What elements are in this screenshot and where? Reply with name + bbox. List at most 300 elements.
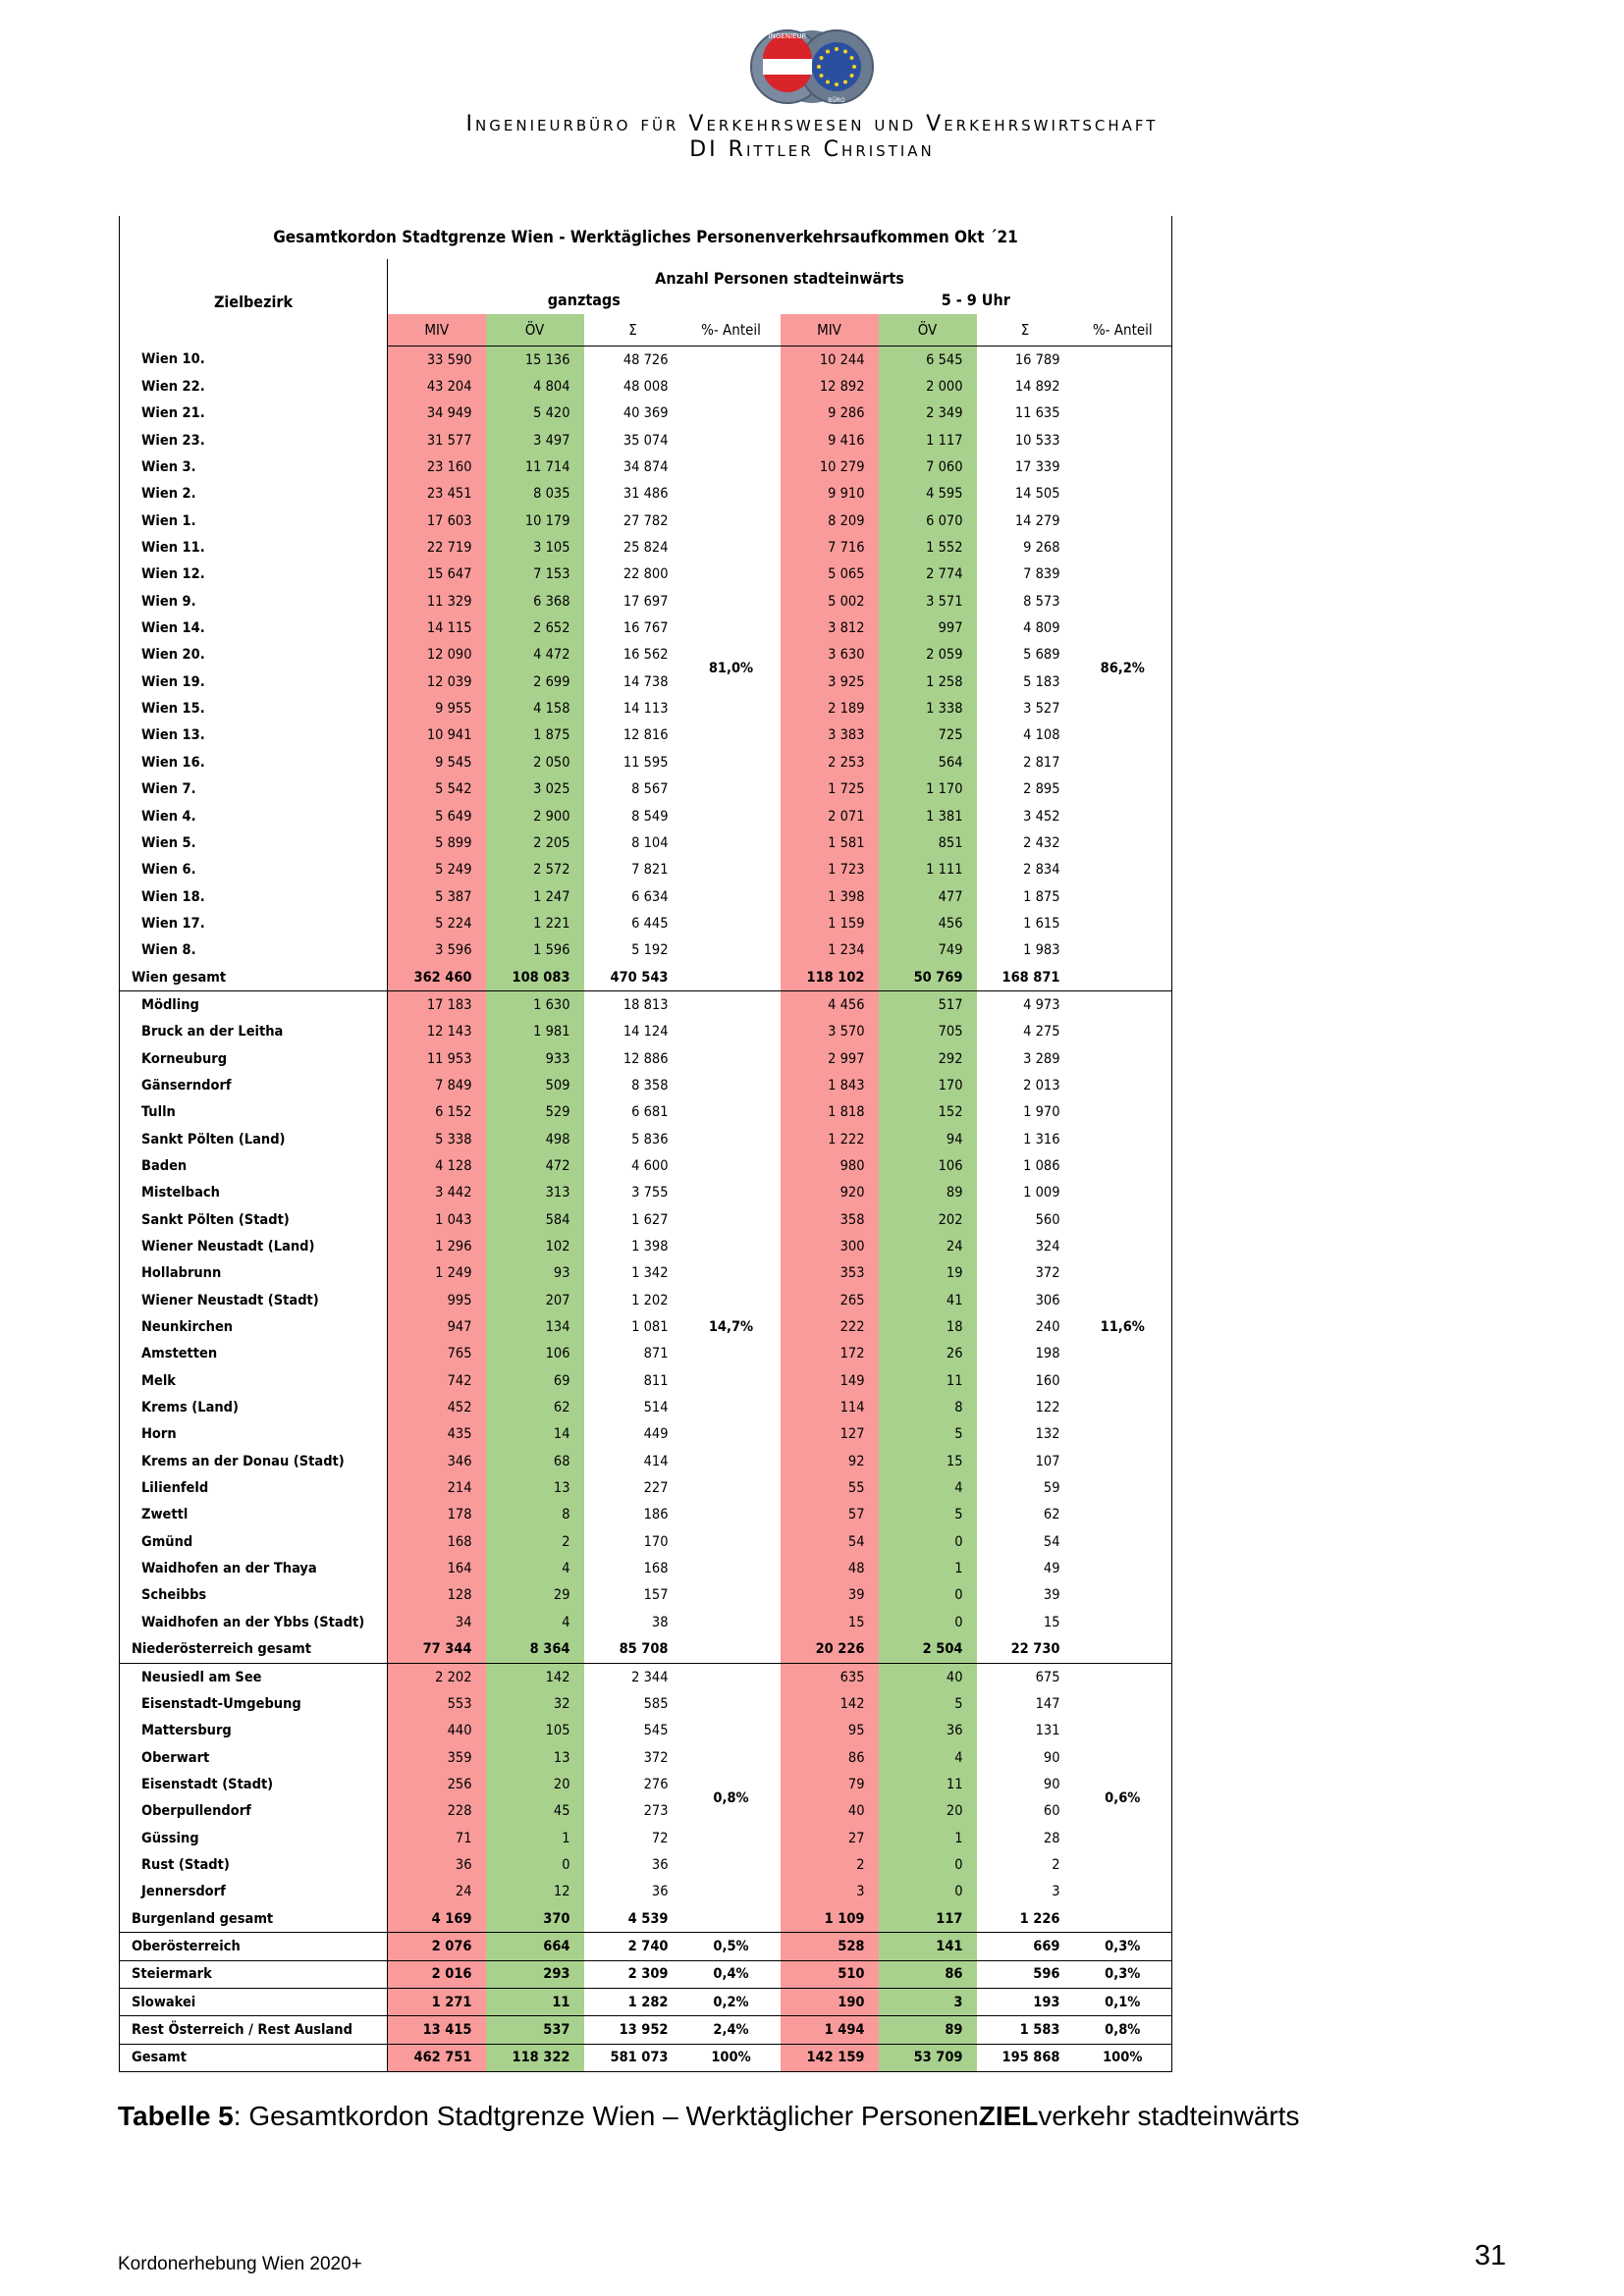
value-cell: 4 <box>879 1744 977 1771</box>
total-cell: 4 539 <box>584 1905 682 1933</box>
summary-cell: 2 016 <box>388 1960 486 1988</box>
value-cell: 2 205 <box>486 829 584 856</box>
value-cell: 1 398 <box>781 883 879 910</box>
column-header: Σ <box>977 314 1074 347</box>
value-cell: 90 <box>977 1744 1074 1771</box>
value-cell: 456 <box>879 910 977 936</box>
value-cell: 1 111 <box>879 857 977 883</box>
value-cell: 3 442 <box>388 1180 486 1206</box>
value-cell: 0 <box>879 1528 977 1555</box>
summary-cell: 1 583 <box>977 2016 1074 2044</box>
share-cell: 0,2% <box>682 1988 781 2015</box>
value-cell: 26 <box>879 1341 977 1367</box>
value-cell: 1 221 <box>486 910 584 936</box>
value-cell: 170 <box>584 1528 682 1555</box>
table-row <box>120 722 1172 749</box>
value-cell: 3 289 <box>977 1045 1074 1072</box>
share-cell: 0,3% <box>1074 1960 1172 1988</box>
value-cell: 214 <box>388 1474 486 1501</box>
value-cell: 15 136 <box>486 347 584 374</box>
value-cell: 240 <box>977 1313 1074 1340</box>
share-cell: 0,8% <box>682 1663 781 1932</box>
table-title-row <box>120 216 1172 259</box>
value-cell: 24 <box>388 1879 486 1905</box>
value-cell: 9 268 <box>977 534 1074 561</box>
caption-bold: ZIEL <box>978 2101 1039 2131</box>
row-label: Mattersburg <box>120 1718 388 1744</box>
value-cell: 22 800 <box>584 561 682 588</box>
value-cell: 15 <box>781 1609 879 1635</box>
value-cell: 10 279 <box>781 454 879 480</box>
value-cell: 31 577 <box>388 427 486 454</box>
value-cell: 8 549 <box>584 803 682 829</box>
value-cell: 4 <box>486 1555 584 1581</box>
value-cell: 346 <box>388 1448 486 1474</box>
summary-cell: 669 <box>977 1933 1074 1960</box>
summary-label: Gesamt <box>120 2044 388 2071</box>
value-cell: 149 <box>781 1367 879 1394</box>
value-cell: 2 652 <box>486 614 584 641</box>
footer-page-number: 31 <box>1474 2240 1506 2271</box>
row-label: Wien 16. <box>120 749 388 775</box>
summary-cell: 462 751 <box>388 2044 486 2071</box>
row-label: Bruck an der Leitha <box>120 1019 388 1045</box>
row-label: Wien 23. <box>120 427 388 454</box>
share-cell: 11,6% <box>1074 991 1172 1664</box>
value-cell: 32 <box>486 1690 584 1717</box>
value-cell: 49 <box>977 1555 1074 1581</box>
row-label: Wien 10. <box>120 347 388 374</box>
value-cell: 40 <box>781 1798 879 1825</box>
row-label: Mistelbach <box>120 1180 388 1206</box>
value-cell: 4 809 <box>977 614 1074 641</box>
value-cell: 19 <box>879 1260 977 1287</box>
value-cell: 1 <box>879 1825 977 1851</box>
row-label: Wiener Neustadt (Land) <box>120 1233 388 1259</box>
column-header: Σ <box>584 314 682 347</box>
summary-cell: 142 159 <box>781 2044 879 2071</box>
table-row <box>120 1879 1172 1905</box>
value-cell: 11 953 <box>388 1045 486 1072</box>
value-cell: 18 813 <box>584 991 682 1019</box>
value-cell: 2 774 <box>879 561 977 588</box>
value-cell: 62 <box>486 1394 584 1420</box>
value-cell: 6 445 <box>584 910 682 936</box>
row-label: Wien 3. <box>120 454 388 480</box>
caption-text-pre: : Gesamtkordon Stadtgrenze Wien – Werktäglicher Personen <box>233 2101 979 2131</box>
value-cell: 79 <box>781 1771 879 1797</box>
summary-cell: 2 309 <box>584 1960 682 1988</box>
value-cell: 12 886 <box>584 1045 682 1072</box>
value-cell: 675 <box>977 1663 1074 1690</box>
table-row <box>120 668 1172 695</box>
value-cell: 23 160 <box>388 454 486 480</box>
value-cell: 2 432 <box>977 829 1074 856</box>
value-cell: 29 <box>486 1582 584 1609</box>
logo-ring-text: INGENIEUR <box>768 32 807 40</box>
value-cell: 1 552 <box>879 534 977 561</box>
value-cell: 3 755 <box>584 1180 682 1206</box>
value-cell: 86 <box>781 1744 879 1771</box>
total-cell: 470 543 <box>584 964 682 991</box>
value-cell: 33 590 <box>388 347 486 374</box>
value-cell: 2 000 <box>879 373 977 400</box>
row-label: Melk <box>120 1367 388 1394</box>
value-cell: 1 725 <box>781 776 879 803</box>
value-cell: 256 <box>388 1771 486 1797</box>
share-cell: 0,4% <box>682 1960 781 1988</box>
value-cell: 14 113 <box>584 695 682 721</box>
value-cell: 15 <box>879 1448 977 1474</box>
value-cell: 9 910 <box>781 481 879 507</box>
summary-cell: 3 <box>879 1988 977 2015</box>
value-cell: 9 416 <box>781 427 879 454</box>
total-cell: 118 102 <box>781 964 879 991</box>
value-cell: 5 002 <box>781 588 879 614</box>
value-cell: 635 <box>781 1663 879 1690</box>
value-cell: 107 <box>977 1448 1074 1474</box>
value-cell: 142 <box>781 1690 879 1717</box>
value-cell: 2 <box>781 1851 879 1878</box>
value-cell: 7 839 <box>977 561 1074 588</box>
value-cell: 2 189 <box>781 695 879 721</box>
value-cell: 1 081 <box>584 1313 682 1340</box>
value-cell: 127 <box>781 1421 879 1448</box>
value-cell: 11 595 <box>584 749 682 775</box>
value-cell: 0 <box>879 1879 977 1905</box>
value-cell: 7 849 <box>388 1072 486 1098</box>
value-cell: 38 <box>584 1609 682 1635</box>
share-cell: 81,0% <box>682 347 781 991</box>
value-cell: 14 892 <box>977 373 1074 400</box>
row-label: Wien 17. <box>120 910 388 936</box>
table-total-row <box>120 1636 1172 1664</box>
row-label: Baden <box>120 1152 388 1179</box>
value-cell: 170 <box>879 1072 977 1098</box>
table-row <box>120 534 1172 561</box>
value-cell: 2 <box>486 1528 584 1555</box>
table-row <box>120 749 1172 775</box>
table-row <box>120 1744 1172 1771</box>
summary-cell: 118 322 <box>486 2044 584 2071</box>
table-row <box>120 695 1172 721</box>
value-cell: 131 <box>977 1718 1074 1744</box>
row-label: Wien 2. <box>120 481 388 507</box>
value-cell: 4 595 <box>879 481 977 507</box>
table-summary-row <box>120 1933 1172 1960</box>
value-cell: 60 <box>977 1798 1074 1825</box>
column-header: %- Anteil <box>1074 314 1172 347</box>
value-cell: 16 767 <box>584 614 682 641</box>
table-row <box>120 1341 1172 1367</box>
value-cell: 509 <box>486 1072 584 1098</box>
total-cell: 22 730 <box>977 1636 1074 1664</box>
table-row <box>120 561 1172 588</box>
row-label: Hollabrunn <box>120 1260 388 1287</box>
value-cell: 1 202 <box>584 1287 682 1313</box>
row-label: Rust (Stadt) <box>120 1851 388 1878</box>
table-row <box>120 1825 1172 1851</box>
value-cell: 12 <box>486 1879 584 1905</box>
summary-cell: 528 <box>781 1933 879 1960</box>
value-cell: 12 143 <box>388 1019 486 1045</box>
value-cell: 152 <box>879 1099 977 1126</box>
row-label: Zwettl <box>120 1502 388 1528</box>
summary-label: Oberösterreich <box>120 1933 388 1960</box>
table-row <box>120 1045 1172 1072</box>
table-row <box>120 481 1172 507</box>
value-cell: 1 875 <box>486 722 584 749</box>
value-cell: 15 647 <box>388 561 486 588</box>
value-cell: 128 <box>388 1582 486 1609</box>
table-row <box>120 614 1172 641</box>
share-cell: 2,4% <box>682 2016 781 2044</box>
row-label: Wien 5. <box>120 829 388 856</box>
table-row <box>120 1555 1172 1581</box>
value-cell: 142 <box>486 1663 584 1690</box>
row-label: Wien 6. <box>120 857 388 883</box>
traffic-table <box>119 216 1172 2072</box>
value-cell: 8 358 <box>584 1072 682 1098</box>
value-cell: 477 <box>879 883 977 910</box>
value-cell: 4 472 <box>486 642 584 668</box>
value-cell: 1 338 <box>879 695 977 721</box>
value-cell: 947 <box>388 1313 486 1340</box>
value-cell: 10 533 <box>977 427 1074 454</box>
row-label: Wien 4. <box>120 803 388 829</box>
value-cell: 39 <box>781 1582 879 1609</box>
row-label: Krems (Land) <box>120 1394 388 1420</box>
value-cell: 28 <box>977 1825 1074 1851</box>
ganztags-header: ganztags <box>547 291 621 309</box>
header-line-2: DI Rittler Christian <box>689 137 935 162</box>
value-cell: 6 634 <box>584 883 682 910</box>
value-cell: 95 <box>781 1718 879 1744</box>
summary-label: Slowakei <box>120 1988 388 2015</box>
value-cell: 3 571 <box>879 588 977 614</box>
value-cell: 134 <box>486 1313 584 1340</box>
value-cell: 13 <box>486 1744 584 1771</box>
value-cell: 7 821 <box>584 857 682 883</box>
row-label: Waidhofen an der Ybbs (Stadt) <box>120 1609 388 1635</box>
summary-cell: 581 073 <box>584 2044 682 2071</box>
value-cell: 514 <box>584 1394 682 1420</box>
row-label: Neusiedl am See <box>120 1663 388 1690</box>
value-cell: 0 <box>879 1582 977 1609</box>
table-row <box>120 1851 1172 1878</box>
caption-label: Tabelle 5 <box>118 2101 234 2131</box>
table-row <box>120 373 1172 400</box>
value-cell: 5 <box>879 1502 977 1528</box>
value-cell: 13 <box>486 1474 584 1501</box>
value-cell: 5 <box>879 1690 977 1717</box>
summary-cell: 190 <box>781 1988 879 2015</box>
value-cell: 1 970 <box>977 1099 1074 1126</box>
morning-header: 5 - 9 Uhr <box>781 287 1172 314</box>
value-cell: 1 398 <box>584 1233 682 1259</box>
table-row <box>120 1690 1172 1717</box>
table-row <box>120 776 1172 803</box>
summary-cell: 293 <box>486 1960 584 1988</box>
value-cell: 43 204 <box>388 373 486 400</box>
value-cell: 36 <box>584 1851 682 1878</box>
value-cell: 560 <box>977 1206 1074 1233</box>
value-cell: 5 249 <box>388 857 486 883</box>
value-cell: 93 <box>486 1260 584 1287</box>
value-cell: 6 681 <box>584 1099 682 1126</box>
value-cell: 59 <box>977 1474 1074 1501</box>
value-cell: 8 573 <box>977 588 1074 614</box>
value-cell: 1 723 <box>781 857 879 883</box>
value-cell: 5 420 <box>486 400 584 427</box>
value-cell: 8 567 <box>584 776 682 803</box>
row-label: Neunkirchen <box>120 1313 388 1340</box>
value-cell: 12 892 <box>781 373 879 400</box>
value-cell: 1 <box>486 1825 584 1851</box>
value-cell: 765 <box>388 1341 486 1367</box>
value-cell: 14 279 <box>977 507 1074 534</box>
value-cell: 1 843 <box>781 1072 879 1098</box>
share-cell: 100% <box>1074 2044 1172 2071</box>
value-cell: 3 452 <box>977 803 1074 829</box>
table-row <box>120 1609 1172 1635</box>
logo-bottom-text: BÜRO <box>828 97 845 104</box>
value-cell: 11 329 <box>388 588 486 614</box>
value-cell: 8 <box>879 1394 977 1420</box>
summary-cell: 13 952 <box>584 2016 682 2044</box>
value-cell: 5 542 <box>388 776 486 803</box>
value-cell: 372 <box>584 1744 682 1771</box>
table-row <box>120 1663 1172 1690</box>
value-cell: 164 <box>388 1555 486 1581</box>
traffic-table-container <box>119 216 1171 2072</box>
table-summary-row <box>120 1960 1172 1988</box>
value-cell: 2 <box>977 1851 1074 1878</box>
value-cell: 48 <box>781 1555 879 1581</box>
row-label: Jennersdorf <box>120 1879 388 1905</box>
value-cell: 62 <box>977 1502 1074 1528</box>
value-cell: 186 <box>584 1502 682 1528</box>
value-cell: 452 <box>388 1394 486 1420</box>
value-cell: 980 <box>781 1152 879 1179</box>
value-cell: 45 <box>486 1798 584 1825</box>
summary-cell: 2 740 <box>584 1933 682 1960</box>
table-row <box>120 1528 1172 1555</box>
value-cell: 54 <box>977 1528 1074 1555</box>
value-cell: 4 <box>486 1609 584 1635</box>
row-label: Wien 22. <box>120 373 388 400</box>
caption-text-post: verkehr stadteinwärts <box>1038 2101 1300 2131</box>
share-cell: 0,8% <box>1074 2016 1172 2044</box>
value-cell: 36 <box>879 1718 977 1744</box>
value-cell: 48 726 <box>584 347 682 374</box>
value-cell: 414 <box>584 1448 682 1474</box>
total-cell: 108 083 <box>486 964 584 991</box>
table-row <box>120 1206 1172 1233</box>
value-cell: 147 <box>977 1690 1074 1717</box>
total-cell: 4 169 <box>388 1905 486 1933</box>
summary-cell: 141 <box>879 1933 977 1960</box>
value-cell: 725 <box>879 722 977 749</box>
value-cell: 1 818 <box>781 1099 879 1126</box>
value-cell: 1 381 <box>879 803 977 829</box>
value-cell: 1 234 <box>781 937 879 964</box>
value-cell: 34 874 <box>584 454 682 480</box>
table-row <box>120 1582 1172 1609</box>
table-row <box>120 1099 1172 1126</box>
value-cell: 14 738 <box>584 668 682 695</box>
column-header: MIV <box>388 314 486 347</box>
value-cell: 106 <box>879 1152 977 1179</box>
value-cell: 102 <box>486 1233 584 1259</box>
total-cell: 168 871 <box>977 964 1074 991</box>
total-label: Niederösterreich gesamt <box>120 1636 388 1664</box>
value-cell: 94 <box>879 1126 977 1152</box>
value-cell: 14 <box>486 1421 584 1448</box>
row-label: Lilienfeld <box>120 1474 388 1501</box>
summary-cell: 1 282 <box>584 1988 682 2015</box>
row-label: Wien 21. <box>120 400 388 427</box>
value-cell: 1 983 <box>977 937 1074 964</box>
table-row <box>120 1798 1172 1825</box>
value-cell: 4 <box>879 1474 977 1501</box>
value-cell: 8 035 <box>486 481 584 507</box>
value-cell: 17 603 <box>388 507 486 534</box>
value-cell: 17 697 <box>584 588 682 614</box>
value-cell: 8 <box>486 1502 584 1528</box>
value-cell: 8 209 <box>781 507 879 534</box>
value-cell: 4 456 <box>781 991 879 1019</box>
value-cell: 11 635 <box>977 400 1074 427</box>
value-cell: 5 899 <box>388 829 486 856</box>
value-cell: 292 <box>879 1045 977 1072</box>
row-label: Eisenstadt-Umgebung <box>120 1690 388 1717</box>
row-label: Sankt Pölten (Stadt) <box>120 1206 388 1233</box>
share-cell: 100% <box>682 2044 781 2071</box>
value-cell: 2 349 <box>879 400 977 427</box>
value-cell: 207 <box>486 1287 584 1313</box>
value-cell: 11 <box>879 1367 977 1394</box>
value-cell: 11 714 <box>486 454 584 480</box>
value-cell: 3 383 <box>781 722 879 749</box>
value-cell: 585 <box>584 1690 682 1717</box>
value-cell: 72 <box>584 1825 682 1851</box>
value-cell: 2 817 <box>977 749 1074 775</box>
value-cell: 0 <box>879 1609 977 1635</box>
value-cell: 71 <box>388 1825 486 1851</box>
value-cell: 2 344 <box>584 1663 682 1690</box>
value-cell: 1 <box>879 1555 977 1581</box>
value-cell: 7 060 <box>879 454 977 480</box>
row-label: Wien 12. <box>120 561 388 588</box>
value-cell: 5 689 <box>977 642 1074 668</box>
summary-cell: 11 <box>486 1988 584 2015</box>
value-cell: 5 065 <box>781 561 879 588</box>
value-cell: 36 <box>388 1851 486 1878</box>
table-caption <box>118 2101 1300 2132</box>
value-cell: 584 <box>486 1206 584 1233</box>
value-cell: 40 369 <box>584 400 682 427</box>
value-cell: 172 <box>781 1341 879 1367</box>
value-cell: 6 545 <box>879 347 977 374</box>
table-summary-row <box>120 2016 1172 2044</box>
table-row <box>120 1180 1172 1206</box>
value-cell: 1 117 <box>879 427 977 454</box>
row-label: Mödling <box>120 991 388 1019</box>
value-cell: 273 <box>584 1798 682 1825</box>
value-cell: 1 170 <box>879 776 977 803</box>
value-cell: 14 115 <box>388 614 486 641</box>
